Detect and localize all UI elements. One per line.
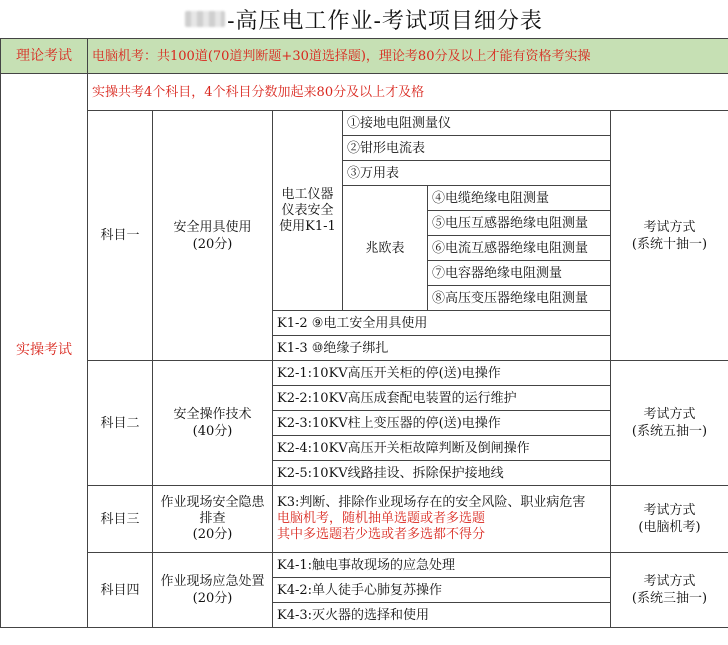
detail-line: K3:判断、排除作业现场存在的安全风险、职业病危害 [277, 495, 586, 510]
page-title: -高压电工作业-考试项目细分表 [227, 8, 543, 34]
list-item: ⑥电流互感器绝缘电阻测量 [428, 236, 611, 261]
list-item: ⑦电容器绝缘电阻测量 [428, 261, 611, 286]
subject-three-detail [273, 486, 611, 553]
subject-name: 科目三 [88, 486, 153, 553]
practical-intro: 实操共考4个科目，4个科目分数加起来80分及以上才及格 [88, 74, 728, 111]
subject-name: 科目一 [88, 111, 153, 361]
instrument-group: 电工仪器仪表安全使用K1-1 [273, 111, 343, 311]
exam-method: 考试方式 (系统五抽一) [611, 361, 728, 486]
list-item: K4-3:灭火器的选择和使用 [273, 603, 611, 628]
subject-name: 科目二 [88, 361, 153, 486]
list-item: K1-3 ⑩绝缘子绑扎 [273, 336, 611, 361]
list-item: ①接地电阻测量仪 [343, 111, 611, 136]
list-item: K2-4:10KV高压开关柜故障判断及倒闸操作 [273, 436, 611, 461]
list-item: K1-2 ⑨电工安全用具使用 [273, 311, 611, 336]
exam-table [0, 38, 728, 628]
theory-text: 电脑机考：共100道(70道判断题+30道选择题)，理论考80分及以上才能有资格考实操 [88, 39, 728, 74]
list-item: K2-5:10KV线路挂设、拆除保护接地线 [273, 461, 611, 486]
list-item: ④电缆绝缘电阻测量 [428, 186, 611, 211]
list-item: K2-2:10KV高压成套配电装置的运行维护 [273, 386, 611, 411]
list-item: K4-2:单人徒手心肺复苏操作 [273, 578, 611, 603]
detail-line-red: 电脑机考，随机抽单选题或者多选题 [277, 511, 486, 526]
list-item: K2-1:10KV高压开关柜的停(送)电操作 [273, 361, 611, 386]
subject-topic: 作业现场安全隐患排查 (20分) [153, 486, 273, 553]
title-row [0, 0, 728, 38]
detail-line-red: 其中多选题若少选或者多选都不得分 [277, 527, 486, 542]
exam-method: 考试方式 (电脑机考) [611, 486, 728, 553]
subject-topic: 作业现场应急处置 (20分) [153, 553, 273, 628]
exam-method: 考试方式 (系统三抽一) [611, 553, 728, 628]
list-item: ⑤电压互感器绝缘电阻测量 [428, 211, 611, 236]
theory-label: 理论考试 [1, 39, 88, 74]
exam-method: 考试方式 (系统十抽一) [611, 111, 728, 361]
list-item: K4-1:触电事故现场的应急处理 [273, 553, 611, 578]
list-item: ②钳形电流表 [343, 136, 611, 161]
subject-topic: 安全操作技术 (40分) [153, 361, 273, 486]
practical-label: 实操考试 [1, 74, 88, 628]
subject-name: 科目四 [88, 553, 153, 628]
list-item: ③万用表 [343, 161, 611, 186]
subject-topic: 安全用具使用 (20分) [153, 111, 273, 361]
list-item: K2-3:10KV柱上变压器的停(送)电操作 [273, 411, 611, 436]
list-item: ⑧高压变压器绝缘电阻测量 [428, 286, 611, 311]
redacted-blur [185, 11, 225, 27]
ohm-meter-label: 兆欧表 [343, 186, 428, 311]
